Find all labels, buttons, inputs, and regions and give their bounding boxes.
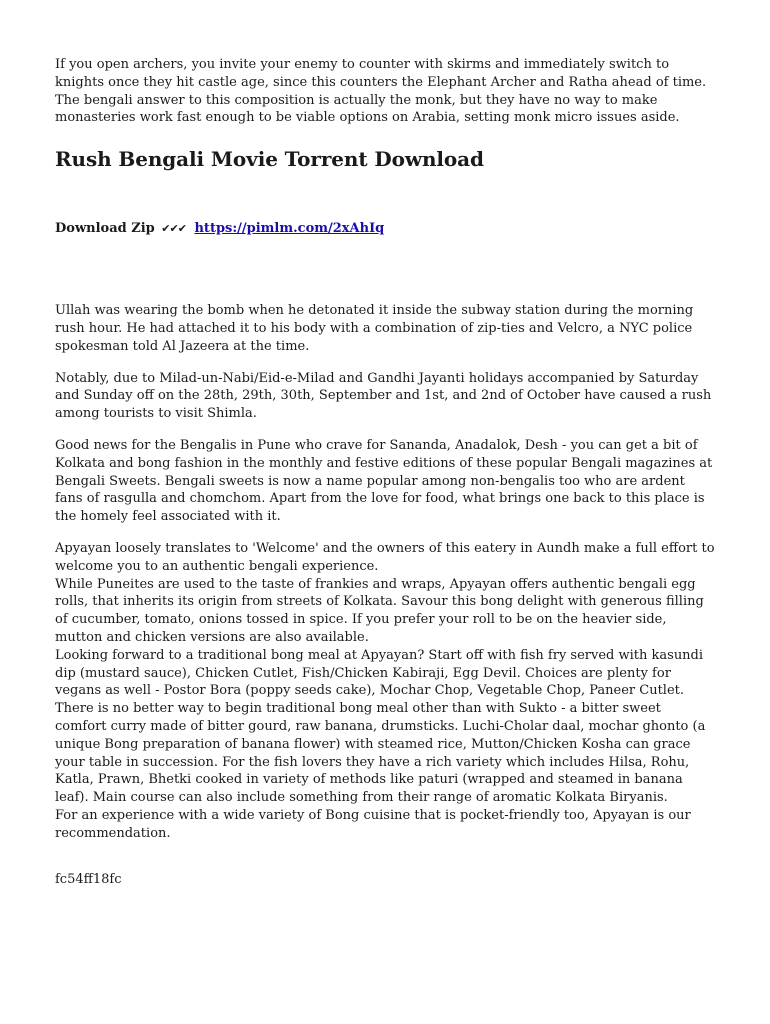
paragraph-apyayan-meal: Looking forward to a traditional bong meal at Apyayan? Start off with fish fry served with kasundi dip (mustard sauce), Chicken Cutlet, Fish/Chicken Kabiraji, Egg Devil. Choices are plenty for vegans as well - Postor Bora (poppy seeds cake), Mochar Chop, Vegetable Chop, Paneer Cutlet. There is no better way to begin traditional bong meal other than with Sukto - a bitter sweet comfort curry made of bitter gourd, raw banana, drumsticks. Luchi-Cholar daal, mochar ghonto (a unique Bong preparation of banana flower) with steamed rice, Mutton/Chicken Kosha can grace your table in succession. For the fish lovers they have a rich variety which includes Hilsa, Rohu, Katla, Prawn, Bhetki cooked in variety of methods like paturi (wrapped and steamed in banana leaf). Main course can also include something from their range of aromatic Kolkata Biryanis.: [55, 647, 706, 806]
article-body: [55, 302, 715, 842]
intro-paragraph: If you open archers, you invite your enemy to counter with skirms and immediately switch to knights once they hit castle age, since this counters the Elephant Archer and Ratha ahead of time. The bengali answer to this composition is actually the monk, but they have no way to make monasteries work fast enough to be viable options on Arabia, setting monk micro issues aside.: [55, 57, 707, 126]
document-page: [55, 56, 715, 888]
paragraph-apyayan-recommendation: For an experience with a wide variety of Bong cuisine that is pocket-friendly too, Apyayan is our recommendation.: [55, 807, 691, 841]
download-line: [55, 220, 715, 238]
paragraph-ullah: Ullah was wearing the bomb when he detonated it inside the subway station during the morning rush hour. He had attached it to his body with a combination of zip-ties and Velcro, a NYC police spokesman told Al Jazeera at the time.: [55, 303, 694, 354]
hash-code: fc54ff18fc: [55, 871, 122, 887]
download-arrows-icon: ✔✔✔: [161, 222, 186, 236]
download-link[interactable]: https://pimlm.com/2xAhIq: [194, 221, 385, 237]
paragraph-holidays: Notably, due to Milad-un-Nabi/Eid-e-Milad and Gandhi Jayanti holidays accompanied by Saturday and Sunday off on the 28th, 29th, 30th, September and 1st, and 2nd of October have caused a rush among tourists to visit Shimla.: [55, 370, 712, 422]
page-title: Rush Bengali Movie Torrent Download: [55, 147, 484, 172]
paragraph-apyayan-rolls: While Puneites are used to the taste of frankies and wraps, Apyayan offers authentic bengali egg rolls, that inherits its origin from streets of Kolkata. Savour this bong delight with generous filling of cucumber, tomato, onions tossed in spice. If you prefer your roll to be on the heavier side, mutton and chicken versions are also available.: [55, 576, 704, 645]
paragraph-apyayan-welcome: Apyayan loosely translates to 'Welcome' and the owners of this eatery in Aundh make a full effort to welcome you to an authentic bengali experience.: [55, 540, 715, 574]
paragraph-pune: Good news for the Bengalis in Pune who crave for Sananda, Anadalok, Desh - you can get a bit of Kolkata and bong fashion in the monthly and festive editions of these popular Bengali magazines at Bengali Sweets. Bengali sweets is now a name popular among non-bengalis too who are ardent fans of rasgulla and chomchom. Apart from the love for food, what brings one back to this place is the homely feel associated with it.: [55, 437, 713, 525]
download-label: Download Zip: [55, 221, 155, 237]
